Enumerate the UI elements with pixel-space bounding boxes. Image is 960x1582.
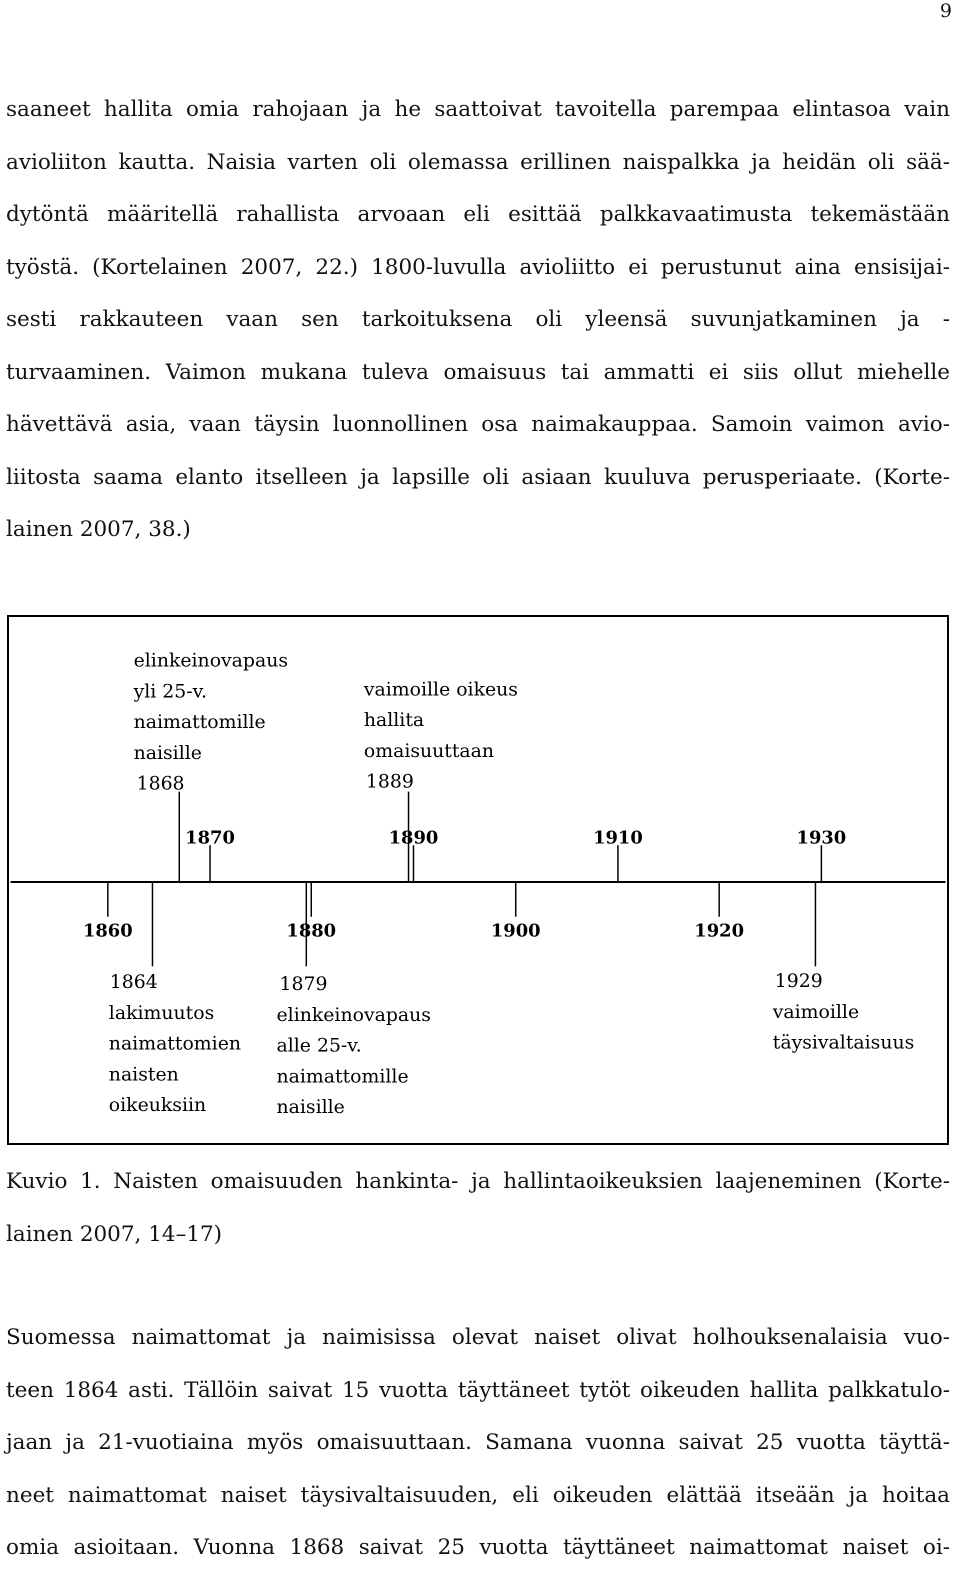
event-line: vaimoille oikeus	[363, 679, 518, 701]
event-line: elinkeinovapaus	[133, 650, 289, 672]
text-line: saaneet hallita omia rahojaan ja he saattoivat tavoitella parempaa elintasoa vain	[6, 97, 950, 122]
event-line: vaimoille	[772, 1001, 860, 1023]
event-line: omaisuuttaan	[363, 740, 495, 762]
event-line: 1879	[279, 974, 328, 996]
year-label-1900: 1900	[490, 920, 541, 942]
text-line: neet naimattomat naiset täysivaltaisuuden, eli oikeuden elättää itseään ja hoitaa	[6, 1482, 950, 1508]
year-label-1880: 1880	[286, 920, 337, 942]
year-label-1890: 1890	[388, 827, 439, 849]
event-line: naisille	[276, 1097, 345, 1119]
event-line: elinkeinovapaus	[276, 1004, 431, 1026]
event-line: naimattomille	[276, 1066, 409, 1088]
text-line: omia asioitaan. Vuonna 1868 saivat 25 vuotta täyttäneet naimattomat naiset oi-	[6, 1535, 950, 1560]
text-line: teen 1864 asti. Tällöin saivat 15 vuotta täyttäneet tytöt oikeuden hallita palkkatulo-	[6, 1377, 950, 1403]
event-line: naimattomille	[133, 712, 266, 734]
year-label-1920: 1920	[694, 920, 745, 942]
caption-line: Kuvio 1. Naisten omaisuuden hankinta- ja hallintaoikeuksien laajeneminen (Korte-	[6, 1169, 950, 1194]
body-paragraph-1	[6, 84, 950, 557]
text-line: lainen 2007, 38.)	[6, 517, 191, 542]
event-1889-text	[363, 679, 524, 792]
event-1868-text	[133, 651, 294, 795]
year-label-1860: 1860	[82, 920, 133, 942]
event-line: naimattomien	[108, 1033, 241, 1055]
text-line: avioliiton kautta. Naisia varten oli olemassa erillinen naispalkka ja heidän oli sää-	[6, 149, 950, 175]
year-label-1870: 1870	[185, 827, 235, 849]
text-line: jaan ja 21-vuotiaina myös omaisuuttaan. Samana vuonna saivat 25 vuotta täyttä-	[6, 1430, 950, 1455]
event-line: hallita	[363, 710, 425, 732]
caption-line: lainen 2007, 14–17)	[6, 1221, 223, 1247]
event-line: 1889	[365, 771, 414, 793]
text-line: turvaaminen. Vaimon mukana tuleva omaisuus tai ammatti ei siis ollut miehelle	[6, 359, 950, 385]
body-paragraph-2	[6, 1312, 950, 1575]
figure-caption	[6, 1156, 950, 1261]
event-line: naisille	[133, 742, 202, 764]
event-line: 1929	[774, 971, 823, 993]
event-line: yli 25-v.	[133, 681, 208, 703]
event-line: alle 25-v.	[276, 1035, 362, 1057]
text-line: liitosta saama elanto itselleen ja lapsille oli asiaan kuuluva perusperiaate. (Korte-	[6, 464, 950, 490]
text-line: työstä. (Kortelainen 2007, 22.) 1800-luvulla avioliitto ei perustunut aina ensisijai-	[6, 254, 950, 280]
event-line: oikeuksiin	[108, 1095, 207, 1117]
event-line: 1864	[109, 972, 158, 994]
page-number: 9	[939, 0, 952, 22]
event-line: täysivaltaisuus	[772, 1032, 915, 1054]
text-line: hävettävä asia, vaan täysin luonnollinen osa naimakauppaa. Samoin vaimon avio-	[6, 412, 950, 437]
event-line: naisten	[108, 1064, 179, 1086]
event-1929-text	[772, 971, 915, 1054]
text-line: Suomessa naimattomat ja naimisissa olevat naiset olivat holhouksenalaisia vuo-	[6, 1325, 950, 1350]
event-1864-text	[109, 972, 247, 1116]
timeline-diagram	[9, 617, 947, 1143]
event-line: lakimuutos	[108, 1002, 215, 1024]
event-1879-text	[277, 974, 437, 1118]
text-line: dytöntä määritellä rahallista arvoaan eli esittää palkkavaatimusta tekemästään	[6, 202, 950, 227]
year-label-1910: 1910	[593, 827, 643, 849]
event-line: 1868	[136, 773, 185, 795]
timeline-figure	[7, 615, 949, 1145]
year-label-1930: 1930	[796, 827, 847, 849]
text-line: sesti rakkauteen vaan sen tarkoituksena oli yleensä suvunjatkaminen ja -	[6, 307, 950, 332]
